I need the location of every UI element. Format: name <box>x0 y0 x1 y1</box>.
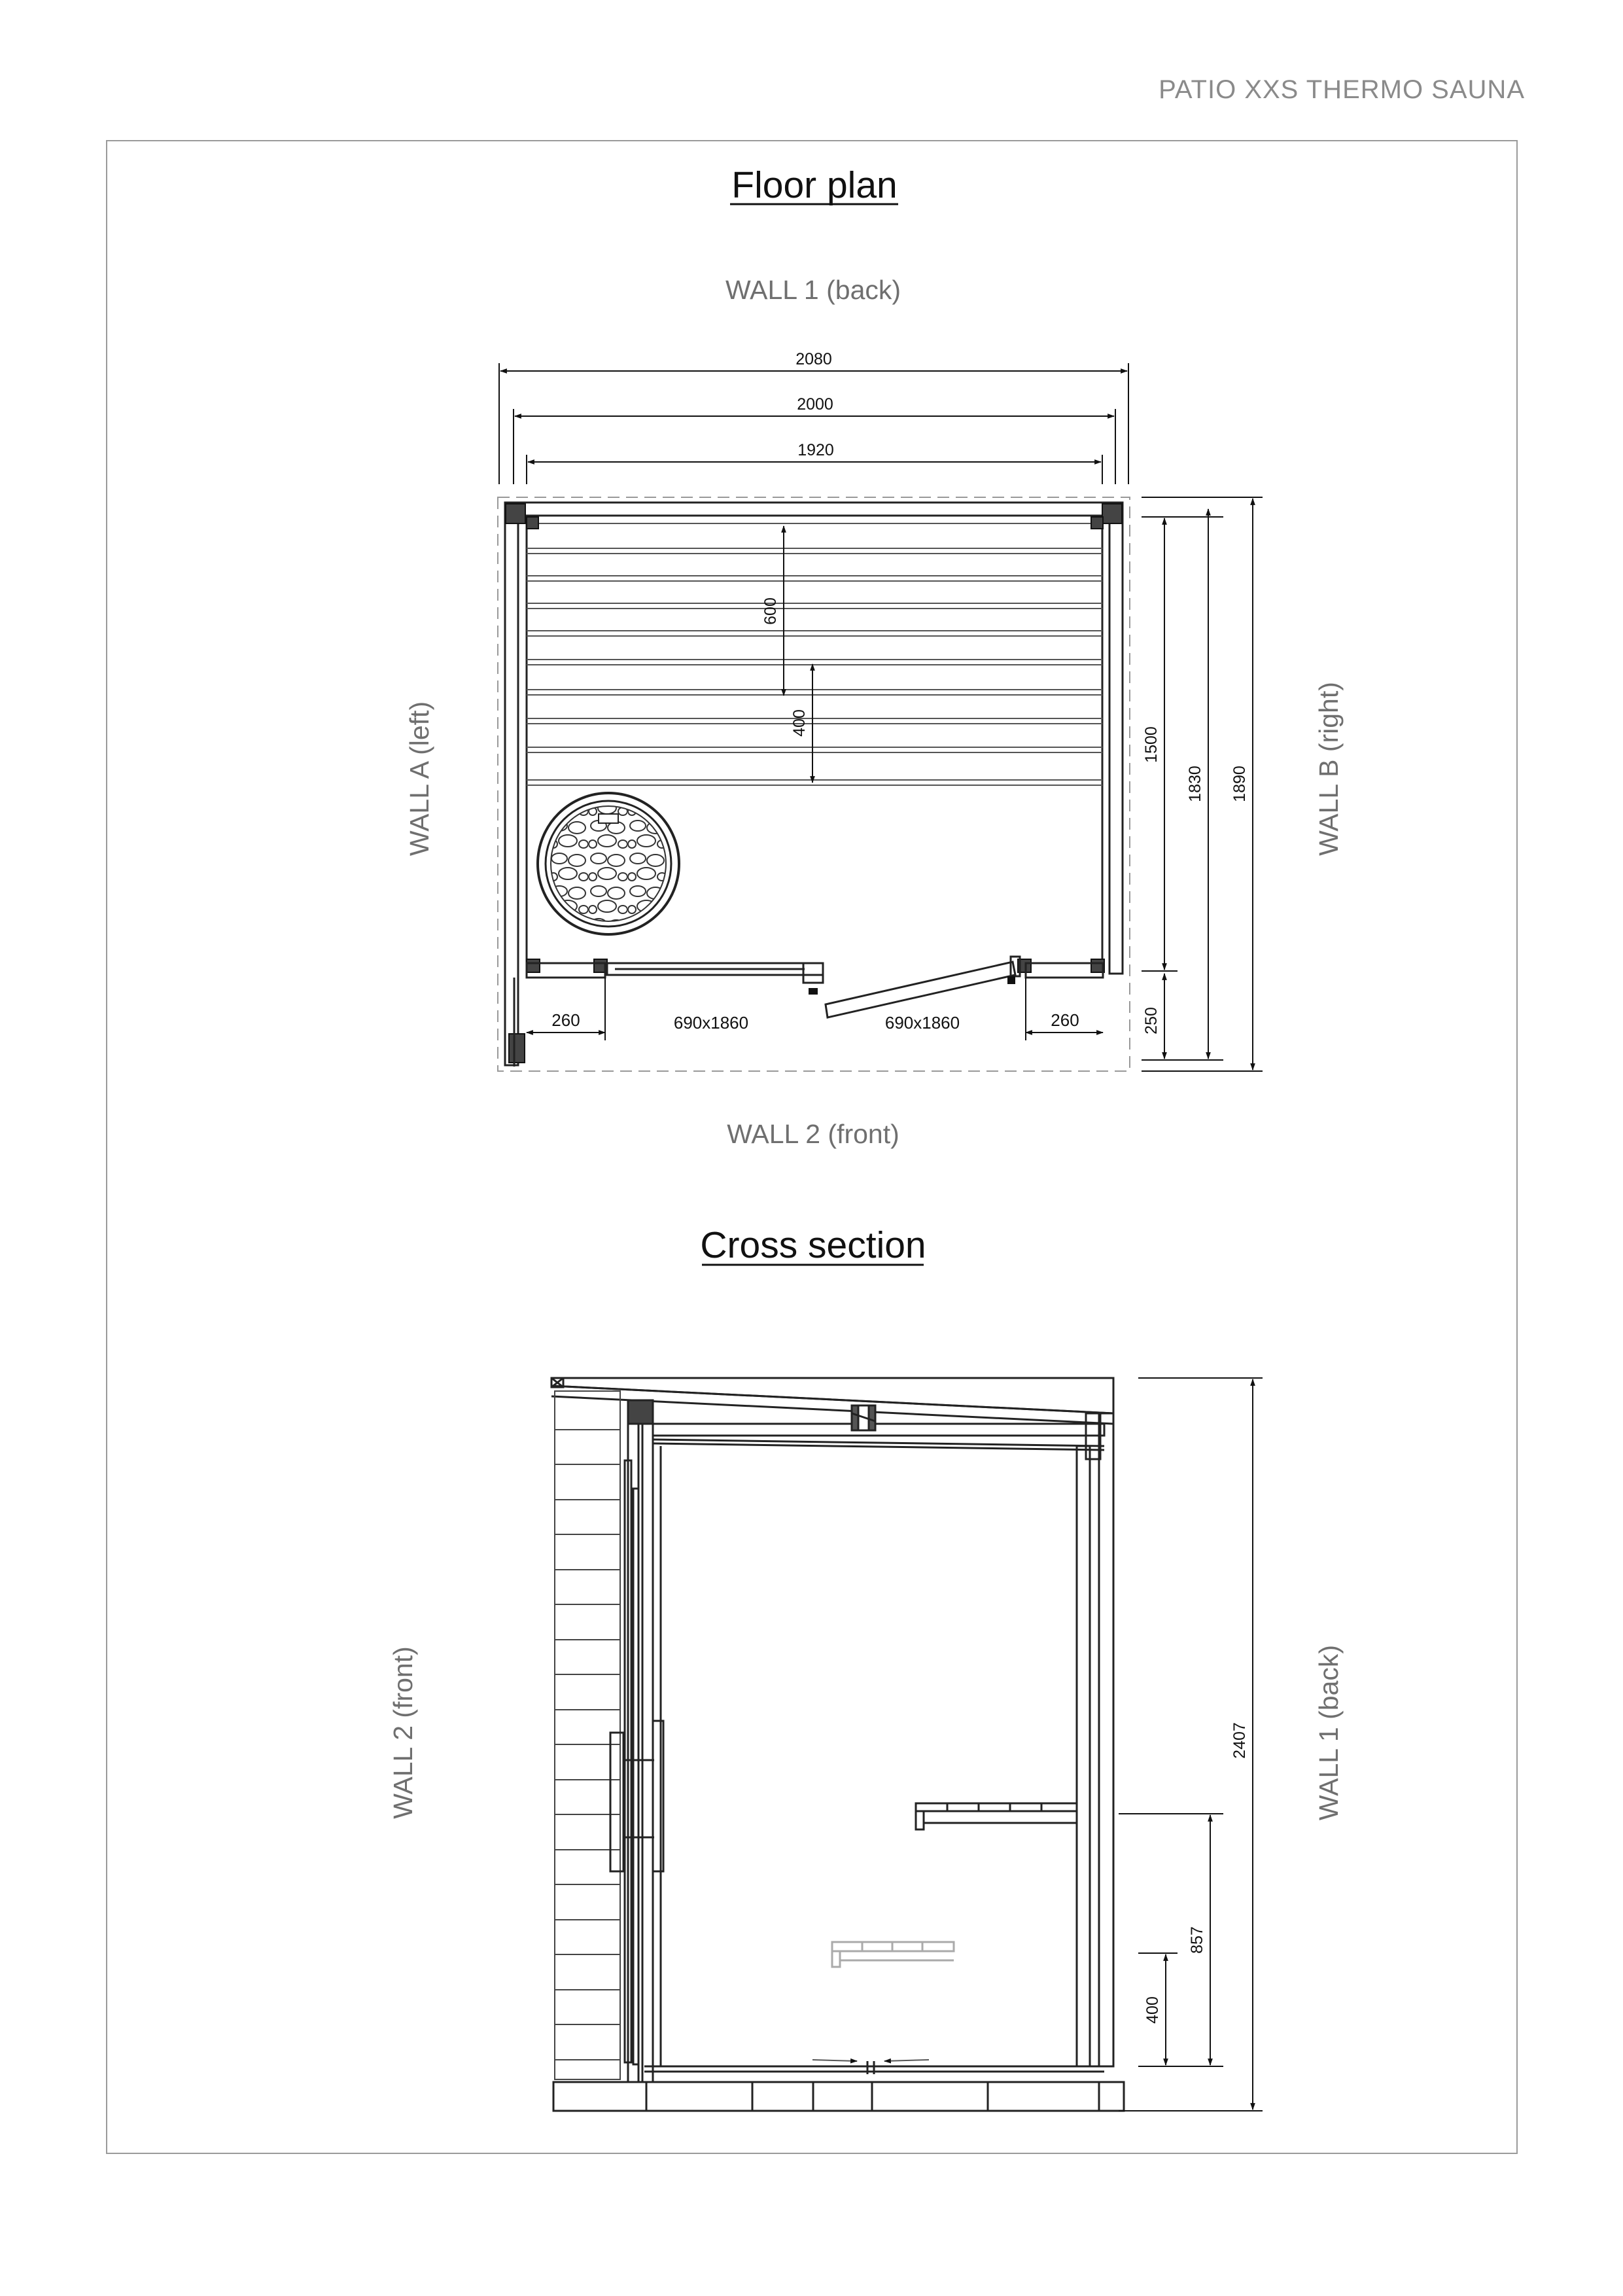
dim-door-right: 690x1860 <box>884 1013 960 1033</box>
floor-plan-wall-left-label: WALL A (left) <box>404 701 434 857</box>
floor-plan <box>404 164 1344 1149</box>
side-dimensions <box>527 978 1103 1040</box>
back-wall-section <box>661 1413 1113 2066</box>
dim-depth-inner: 1500 <box>1142 726 1161 763</box>
floor-plan-wall-right-label: WALL B (right) <box>1314 682 1344 856</box>
document-title: PATIO XXS THERMO SAUNA <box>1159 75 1525 104</box>
floor-plan-wall-back-label: WALL 1 (back) <box>725 275 901 305</box>
lower-bench <box>832 1942 954 1967</box>
upper-bench <box>916 1803 1077 1829</box>
dim-width-mid: 2000 <box>797 395 833 414</box>
dim-bench-upper: 600 <box>761 597 780 625</box>
floor-plan-wall-front-label: WALL 2 (front) <box>727 1119 899 1149</box>
cross-section-heading: Cross section <box>700 1224 926 1266</box>
dim-depth-mid: 1830 <box>1186 766 1204 802</box>
dim-height-total: 2407 <box>1230 1722 1249 1759</box>
dim-bench-low: 400 <box>1143 1996 1162 2024</box>
corner-posts <box>506 504 1122 1063</box>
dim-bench-high: 857 <box>1188 1926 1206 1954</box>
front-wall <box>514 957 1103 1067</box>
cross-section-wall-front-label: WALL 2 (front) <box>388 1646 418 1819</box>
dim-width-inner: 1920 <box>797 441 834 459</box>
dim-side-right: 260 <box>1051 1010 1079 1030</box>
dim-door-left: 690x1860 <box>673 1013 749 1033</box>
floor-plan-heading: Floor plan <box>731 164 898 206</box>
floor-vent-arrows <box>812 2060 929 2061</box>
bench-dimensions <box>784 526 812 783</box>
front-wall-section <box>610 1400 663 2082</box>
dim-side-left: 260 <box>551 1010 580 1030</box>
dim-depth-outer: 1890 <box>1230 766 1249 802</box>
dim-bench-lower: 400 <box>790 709 809 737</box>
cross-section <box>388 1224 1344 2111</box>
width-dimensions <box>499 363 1128 484</box>
floor-plan-outline <box>498 497 1130 1071</box>
dim-width-outer: 2080 <box>795 350 832 368</box>
dim-porch-depth: 250 <box>1142 1007 1161 1034</box>
bench-slats <box>527 523 1102 785</box>
heater-stones-icon <box>538 793 679 934</box>
cross-section-wall-back-label: WALL 1 (back) <box>1314 1644 1344 1821</box>
floor-plan-walls <box>505 503 1123 1065</box>
